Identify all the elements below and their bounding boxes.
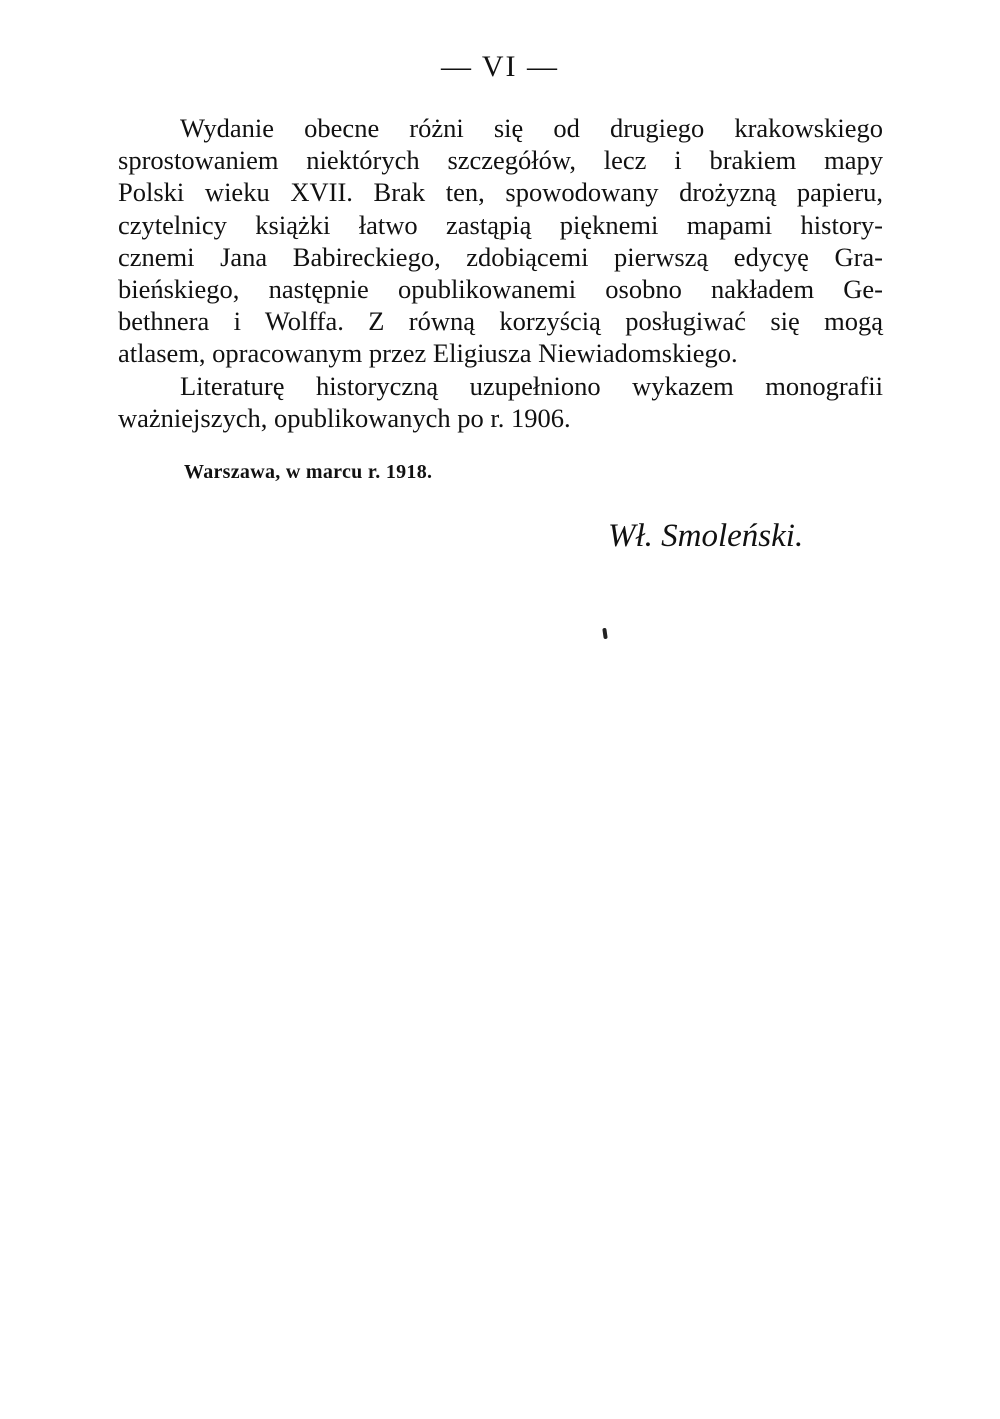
text-line: Wydanie obecne różni się od drugiego krakowskiego (180, 113, 883, 143)
dateline: Warszawa, w marcu r. 1918. (184, 461, 433, 483)
text-line: Polski wieku XVII. Brak ten, spowodowany drożyzną papieru, (118, 177, 883, 208)
text-line: bieńskiego, następnie opublikowanemi osobno nakładem Ge- (118, 274, 883, 305)
text-line: cznemi Jana Babireckiego, zdobiącemi pierwszą edycyę Gra- (118, 241, 883, 272)
text-line: czytelnicy książki łatwo zastąpią pięknemi mapami history- (118, 209, 883, 240)
ink-speck (602, 628, 607, 639)
text-line: Literaturę historyczną uzupełniono wykazem monografii (180, 370, 883, 401)
text-line: bethnera i Wolffa. Z równą korzyścią posługiwać się mogą (118, 306, 883, 337)
text-line: sprostowaniem niektórych szczegółów, lecz i brakiem mapy (118, 145, 883, 176)
body-text (118, 112, 883, 434)
text-line: ważniejszych, opublikowanych po r. 1906. (118, 402, 571, 433)
text-line: atlasem, opracowanym przez Eligiusza Niewiadomskiego. (118, 338, 738, 369)
signature: Wł. Smoleński. (608, 518, 804, 554)
page-number: — VI — (440, 50, 560, 83)
